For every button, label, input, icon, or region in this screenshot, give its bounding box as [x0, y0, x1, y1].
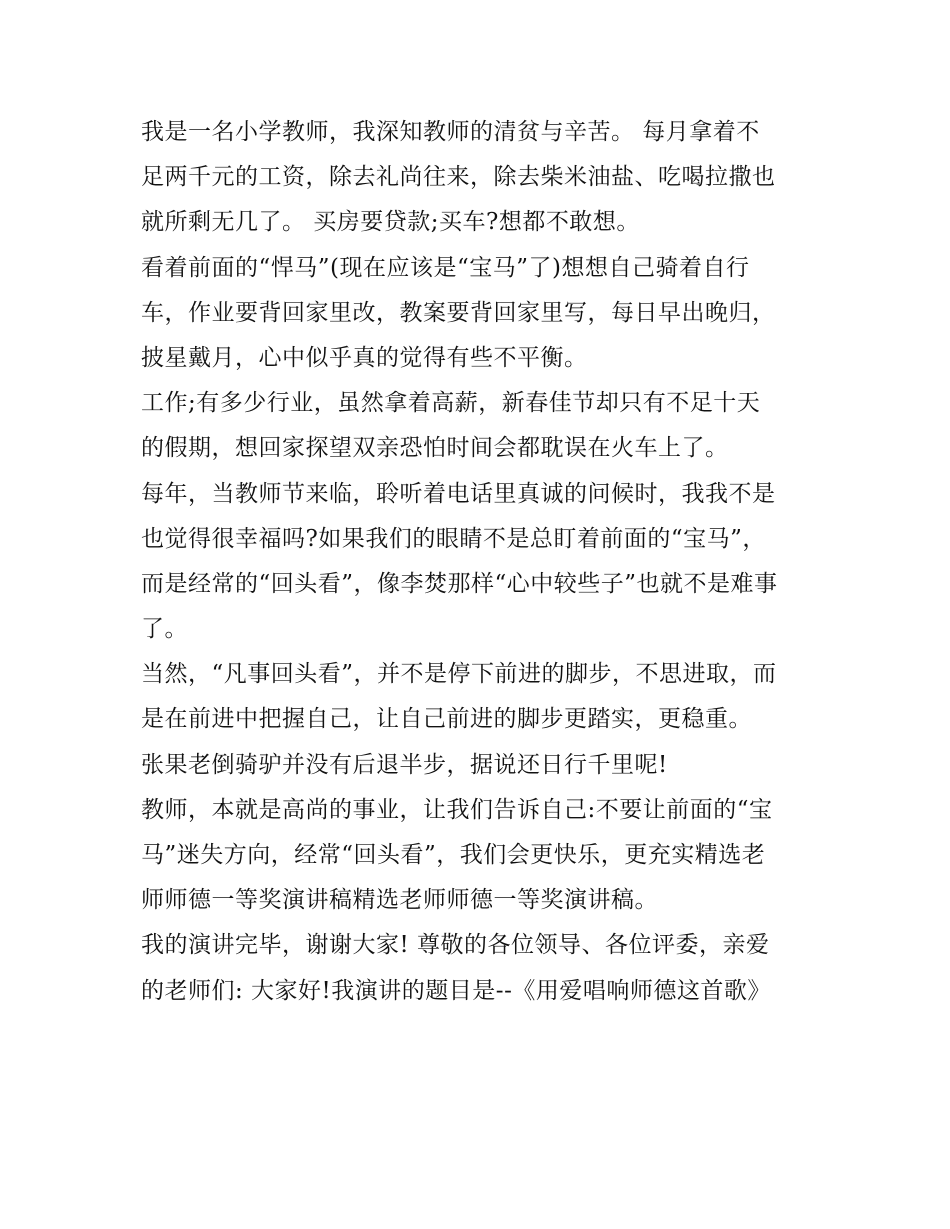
text-line: 我是一名小学教师，我深知教师的清贫与辛苦。 每月拿着不 — [141, 119, 760, 145]
text-line: 我的演讲完毕，谢谢大家! 尊敬的各位领导、各位评委，亲爱 — [141, 932, 770, 959]
text-line: 师师德一等奖演讲稿精选老师师德一等奖演讲稿。 — [141, 887, 658, 914]
text-line: 每年，当教师节来临，聆听着电话里真诚的问候时，我我不是 — [141, 480, 776, 507]
text-line: 张果老倒骑驴并没有后退半步，据说还日行千里呢! — [141, 751, 668, 778]
text-line: 了。 — [141, 616, 188, 643]
text-line: 的老师们: 大家好!我演讲的题目是--《用爱唱响师德这首歌》 — [141, 977, 771, 1004]
text-line: 马”迷失方向，经常“回头看”，我们会更快乐，更充实精选老 — [141, 842, 766, 868]
text-line: 披星戴月，心中似乎真的觉得有些不平衡。 — [141, 344, 588, 371]
text-line: 足两千元的工资，除去礼尚往来，除去柴米油盐、吃喝拉撒也 — [141, 164, 776, 191]
document-body — [141, 110, 821, 1014]
text-line: 的假期，想回家探望双亲恐怕时间会都耽误在火车上了。 — [141, 435, 729, 462]
text-line: 工作;有多少行业，虽然拿着高薪，新春佳节却只有不足十天 — [141, 390, 761, 417]
text-line: 而是经常的“回头看”，像李焚那样“心中较些子”也就不是难事 — [141, 570, 778, 597]
text-line: 就所剩无几了。 买房要贷款;买车?想都不敢想。 — [141, 209, 640, 236]
text-line: 看着前面的“悍马”(现在应该是“宝马”了)想想自己骑着自行 — [141, 254, 750, 281]
text-line: 车，作业要背回家里改，教案要背回家里写，每日早出晚归， — [141, 299, 776, 326]
text-line: 当然，“凡事回头看”，并不是停下前进的脚步，不思进取，而 — [141, 661, 777, 688]
text-line: 也觉得很幸福吗?如果我们的眼睛不是总盯着前面的“宝马”， — [141, 525, 766, 552]
text-line: 是在前进中把握自己，让自己前进的脚步更踏实，更稳重。 — [141, 706, 752, 733]
text-line: 教师，本就是高尚的事业，让我们告诉自己:不要让前面的“宝 — [141, 796, 773, 823]
